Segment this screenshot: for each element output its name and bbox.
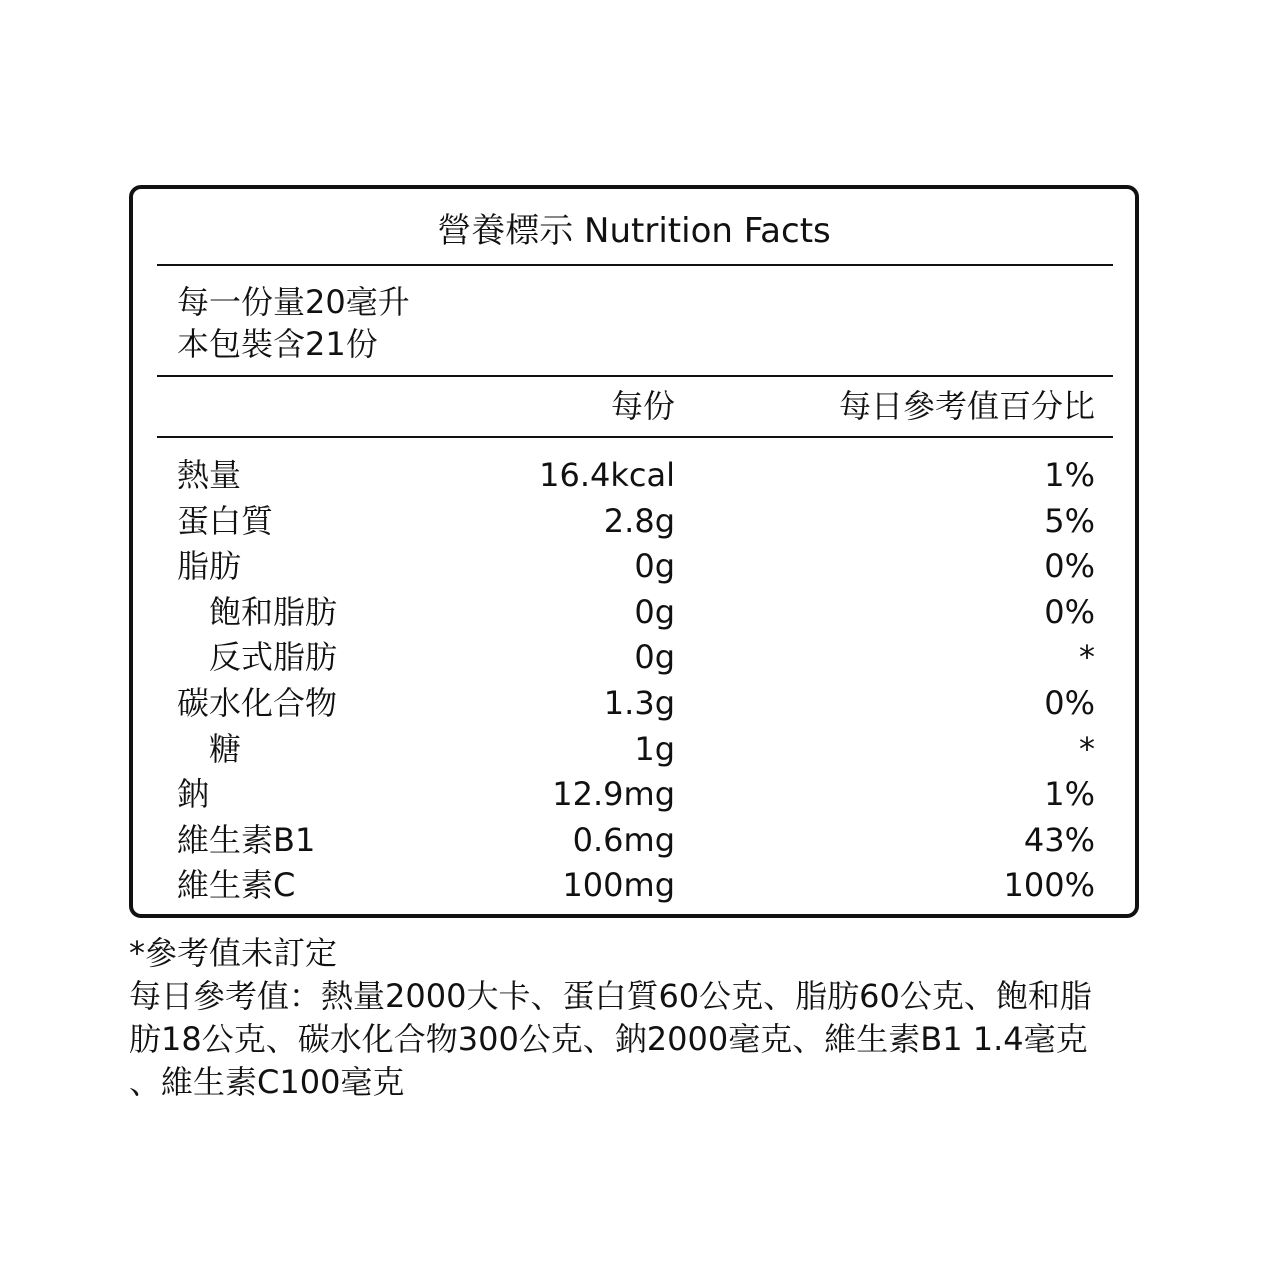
- nutrient-amount: 100mg: [562, 866, 675, 905]
- nutrient-amount: 0g: [634, 638, 675, 677]
- nutrient-amount: 0g: [634, 592, 675, 631]
- nutrient-label: 反式脂肪: [209, 638, 338, 677]
- nutrient-row-saturated-fat: [133, 590, 1135, 636]
- nutrient-amount: 12.9mg: [552, 775, 675, 814]
- nutrient-rows: [133, 453, 1135, 909]
- nutrient-row-sugar: [133, 727, 1135, 773]
- footnote-note: *參考值未訂定: [129, 934, 338, 972]
- panel-title: 營養標示 Nutrition Facts: [437, 211, 831, 251]
- nutrient-daily-value: 0%: [1044, 592, 1095, 631]
- nutrient-amount: 2.8g: [603, 501, 675, 540]
- serving-info: [177, 281, 410, 365]
- nutrient-row-trans-fat: [133, 635, 1135, 681]
- nutrient-amount: 1g: [634, 729, 675, 768]
- nutrient-label: 維生素C: [177, 866, 296, 905]
- nutrient-label: 碳水化合物: [177, 683, 338, 722]
- header-daily-value: 每日參考值百分比: [838, 387, 1095, 425]
- footnote-line: 每日參考值：熱量2000大卡、蛋白質60公克、脂肪60公克、飽和脂: [129, 977, 1092, 1015]
- nutrient-row-vitamin-b1: [133, 818, 1135, 864]
- nutrient-daily-value: 100%: [1003, 866, 1095, 905]
- header-per-serving: 每份: [610, 387, 675, 425]
- divider-title: [157, 264, 1113, 266]
- footnote: [129, 932, 1169, 1104]
- nutrient-label: 熱量: [177, 456, 242, 494]
- nutrient-label: 飽和脂肪: [209, 592, 338, 631]
- nutrition-facts-panel: [129, 185, 1139, 918]
- divider-serving: [157, 375, 1113, 377]
- footnote-line: 、維生素C100毫克: [129, 1063, 405, 1101]
- nutrient-amount: 1.3g: [603, 683, 675, 722]
- nutrient-daily-value: 0%: [1044, 683, 1095, 722]
- divider-header: [157, 436, 1113, 438]
- nutrient-row-protein: [133, 499, 1135, 545]
- nutrient-label: 蛋白質: [177, 501, 274, 540]
- nutrient-label: 糖: [209, 729, 242, 768]
- nutrient-row-carbohydrate: [133, 681, 1135, 727]
- serving-size: 每一份量20毫升: [177, 283, 410, 321]
- nutrient-daily-value: *: [1079, 638, 1095, 677]
- nutrient-amount: 0g: [634, 547, 675, 586]
- nutrient-daily-value: 5%: [1044, 501, 1095, 540]
- nutrient-amount: 16.4kcal: [539, 456, 675, 494]
- nutrient-label: 維生素B1: [177, 820, 316, 859]
- serving-count: 本包裝含21份: [177, 325, 378, 363]
- nutrient-row-calories: [133, 453, 1135, 499]
- nutrient-daily-value: 0%: [1044, 547, 1095, 586]
- footnote-line: 肪18公克、碳水化合物300公克、鈉2000毫克、維生素B1 1.4毫克: [129, 1020, 1088, 1058]
- nutrient-amount: 0.6mg: [572, 820, 675, 859]
- nutrient-daily-value: 43%: [1023, 820, 1095, 859]
- nutrient-row-vitamin-c: [133, 863, 1135, 909]
- nutrient-daily-value: 1%: [1044, 775, 1095, 814]
- nutrient-label: 脂肪: [177, 547, 242, 586]
- nutrient-daily-value: 1%: [1044, 456, 1095, 494]
- nutrient-row-fat: [133, 544, 1135, 590]
- nutrient-daily-value: *: [1079, 729, 1095, 768]
- nutrient-row-sodium: [133, 772, 1135, 818]
- nutrient-label: 鈉: [177, 775, 210, 814]
